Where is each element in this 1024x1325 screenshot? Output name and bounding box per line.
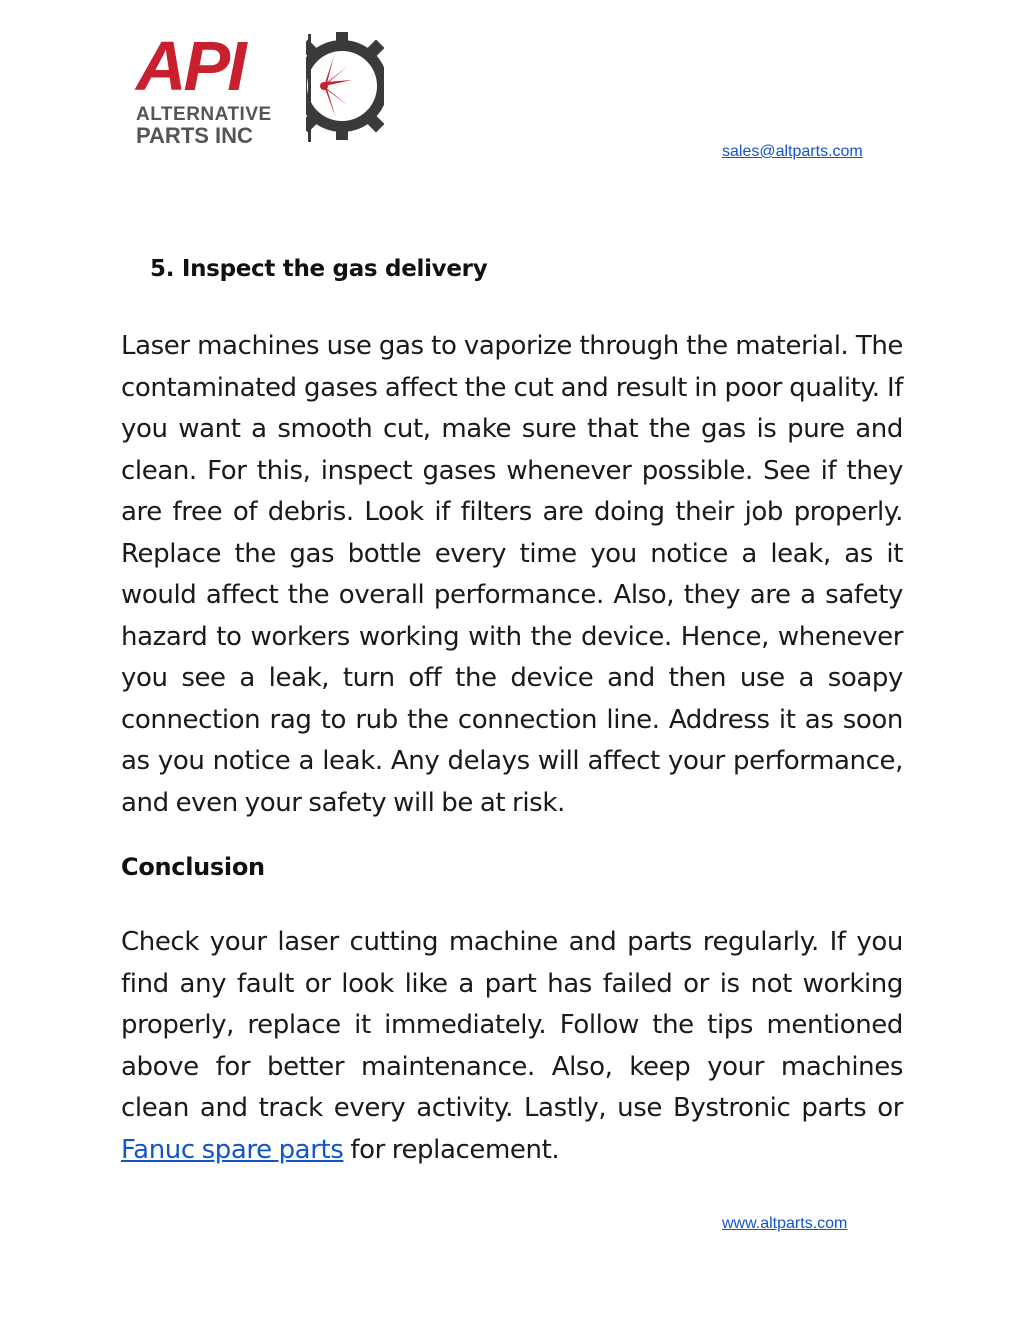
fanuc-spare-parts-link[interactable]: Fanuc spare parts: [121, 1134, 344, 1165]
section-paragraph: Laser machines use gas to vaporize through the material. The contaminated gases affect the cut and result in poor quality. If you want a smooth cut, make sure that the gas is pure and clean. For this, inspect gases whenever possible. See if they are free of debris. Look if filters are doing their job properly. Replace the gas bottle every time you notice a leak, as it would affect the overall performance. Also, they are a safety hazard to workers working with the device. Hence, whenever you see a leak, turn off the device and then use a soapy connection rag to rub the connection line. Address it as soon as you notice a leak. Any delays will affect your performance, and even your safety will be at risk.: [121, 331, 903, 818]
conclusion-paragraph: [121, 922, 903, 1171]
svg-text:ALTERNATIVE: ALTERNATIVE: [136, 104, 272, 125]
conclusion-heading: Conclusion: [121, 853, 265, 881]
header-email-link[interactable]: sales@altparts.com: [722, 143, 863, 160]
section-heading: 5. Inspect the gas delivery: [150, 256, 488, 282]
conclusion-text-before-link: Check your laser cutting machine and parts regularly. If you find any fault or look like a part has failed or is not working properly, replace it immediately. Follow the tips mentioned above for better maintenance. Also, keep your machines clean and track every activity. Lastly, use Bystronic parts or: [121, 927, 903, 1123]
company-logo: [134, 28, 384, 148]
footer-website-link[interactable]: www.altparts.com: [722, 1215, 848, 1232]
svg-text:PARTS INC: PARTS INC: [136, 123, 253, 148]
conclusion-text-after-link: for replacement.: [343, 1134, 560, 1165]
svg-text:API: API: [136, 28, 244, 105]
gear-icon: [284, 28, 384, 148]
